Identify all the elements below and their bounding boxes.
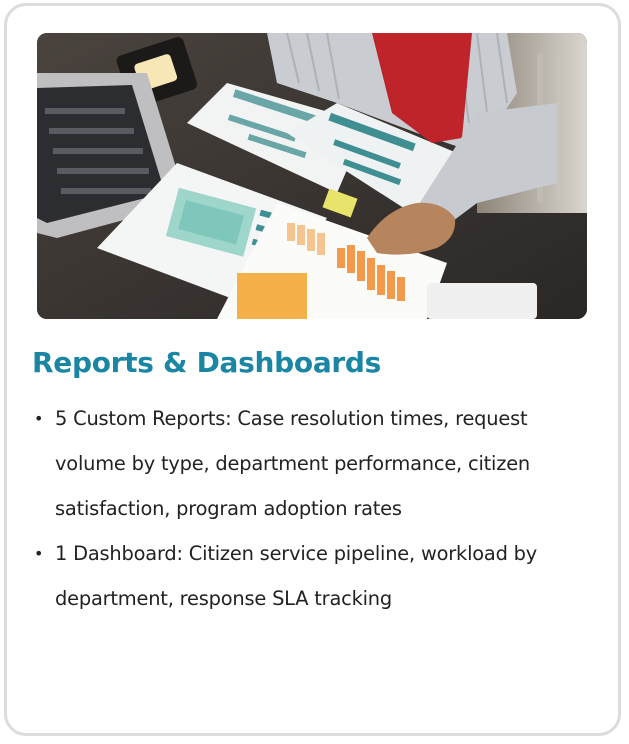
reports-desk-photo	[37, 33, 587, 319]
feature-list	[32, 396, 592, 621]
list-item-text: 1 Dashboard: Citizen service pipeline, workload by department, response SLA tracking	[55, 542, 538, 610]
bullet-icon: •	[34, 409, 44, 428]
list-item	[32, 396, 592, 531]
list-item	[32, 531, 592, 621]
card-title: Reports & Dashboards	[32, 346, 382, 379]
bullet-icon: •	[34, 544, 44, 563]
list-item-text: 5 Custom Reports: Case resolution times, request volume by type, department performance, citizen satisfaction, program adoption rates	[55, 407, 531, 520]
